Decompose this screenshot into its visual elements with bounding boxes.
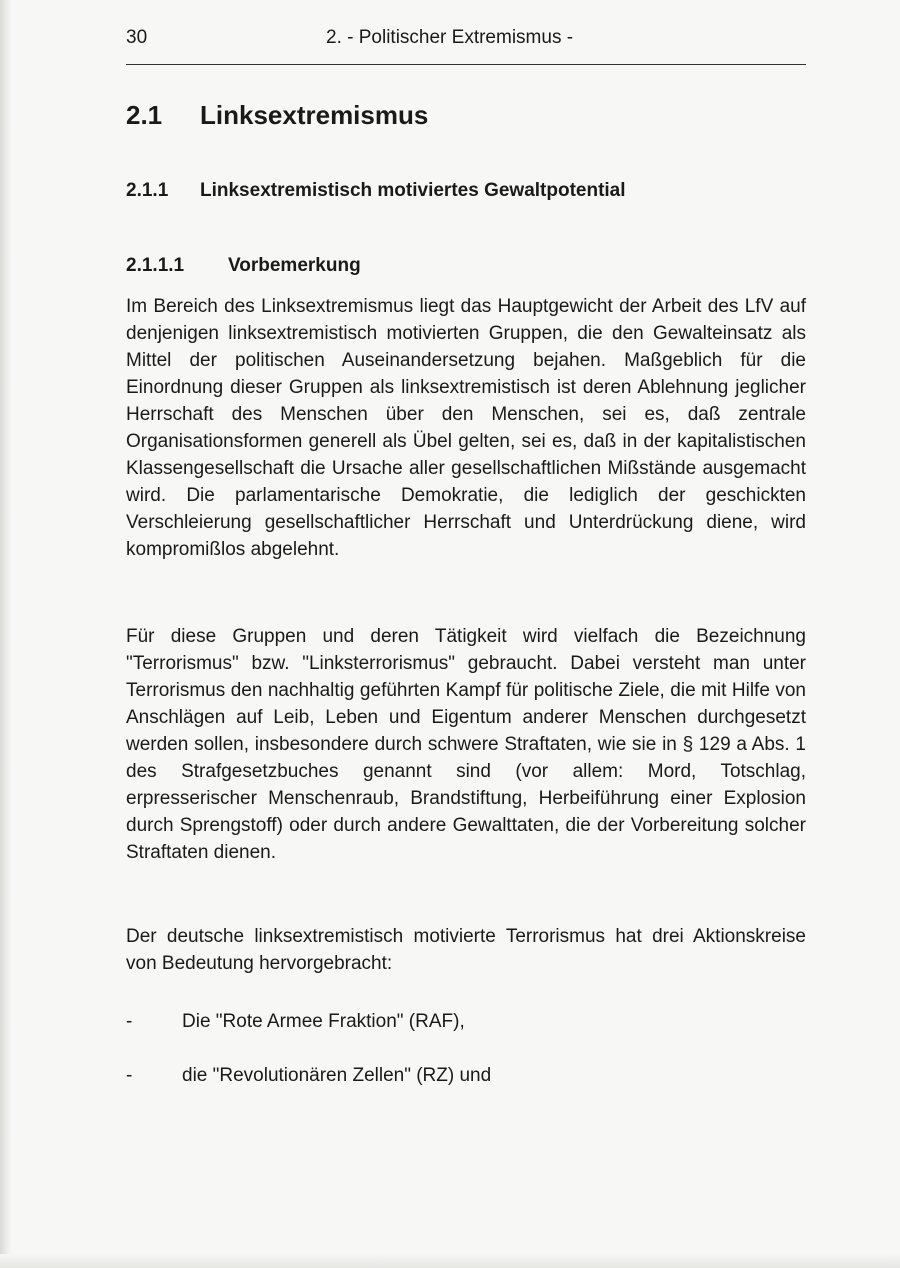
running-header-title: 2. - Politischer Extremismus - <box>326 27 574 48</box>
section-heading <box>126 100 428 131</box>
section-number: 2.1 <box>126 100 163 130</box>
subsection-number: 2.1.1 <box>126 180 169 201</box>
paragraph-action-circles: Der deutsche linksextremistisch motivierte Terrorismus hat drei Aktionskreise von Bedeutung hervorgebracht: <box>126 926 806 974</box>
subsubsection-heading <box>126 255 361 277</box>
paragraph-intro: Im Bereich des Linksextremismus liegt das Hauptgewicht der Arbeit des LfV auf denjenigen linksextremistisch motivierten Gruppen, die den Gewalteinsatz als Mittel der politischen Auseinandersetzung bejahen. Maßgeblich für die Einordnung dieser Gruppen als linksextremistisch ist deren Ablehnung jeglicher Herrschaft des Menschen über den Menschen, sei es, daß zentrale Organisationsformen generell als Übel gelten, sei es, daß in der kapitalistischen Klassengesellschaft die Ursache aller gesellschaftlichen Mißstände ausgemacht wird. Die parlamentarische Demokratie, die lediglich der geschickten Verschleierung gesellschaftlicher Herrschaft und Unterdrückung diene, wird kompromißlos abgelehnt. <box>126 296 806 560</box>
page-number: 30 <box>126 27 148 48</box>
subsection-heading <box>126 180 626 202</box>
list-marker: - <box>126 1065 133 1086</box>
list-item-text: Die "Rote Armee Fraktion" (RAF), <box>182 1011 465 1032</box>
paragraph-terrorism-definition: Für diese Gruppen und deren Tätigkeit wird vielfach die Bezeichnung "Terrorismus" bzw. "Linksterrorismus" gebraucht. Dabei versteht man unter Terrorismus den nachhaltig geführten Kampf für politische Ziele, die mit Hilfe von Anschlägen auf Leib, Leben und Eigentum anderer Menschen durchgesetzt werden sollen, insbesondere durch schwere Straftaten, wie sie in § 129 a Abs. 1 des Strafgesetzbuches genannt sind (vor allem: Mord, Totschlag, erpresserischer Menschenraub, Brandstiftung, Herbeiführung einer Explosion durch Sprengstoff) oder durch andere Gewalttaten, die der Vorbereitung solcher Straftaten dienen. <box>126 626 806 863</box>
subsubsection-title: Vorbemerkung <box>228 255 361 276</box>
running-header <box>126 27 806 53</box>
scan-shadow-left <box>0 0 12 1268</box>
list-marker: - <box>126 1011 133 1032</box>
scan-shadow-bottom <box>0 1254 900 1268</box>
subsection-title: Linksextremistisch motiviertes Gewaltpotential <box>200 180 626 201</box>
section-title: Linksextremismus <box>200 100 429 130</box>
header-rule <box>126 64 806 65</box>
list-item-text: die "Revolutionären Zellen" (RZ) und <box>182 1065 492 1086</box>
subsubsection-number: 2.1.1.1 <box>126 255 185 276</box>
